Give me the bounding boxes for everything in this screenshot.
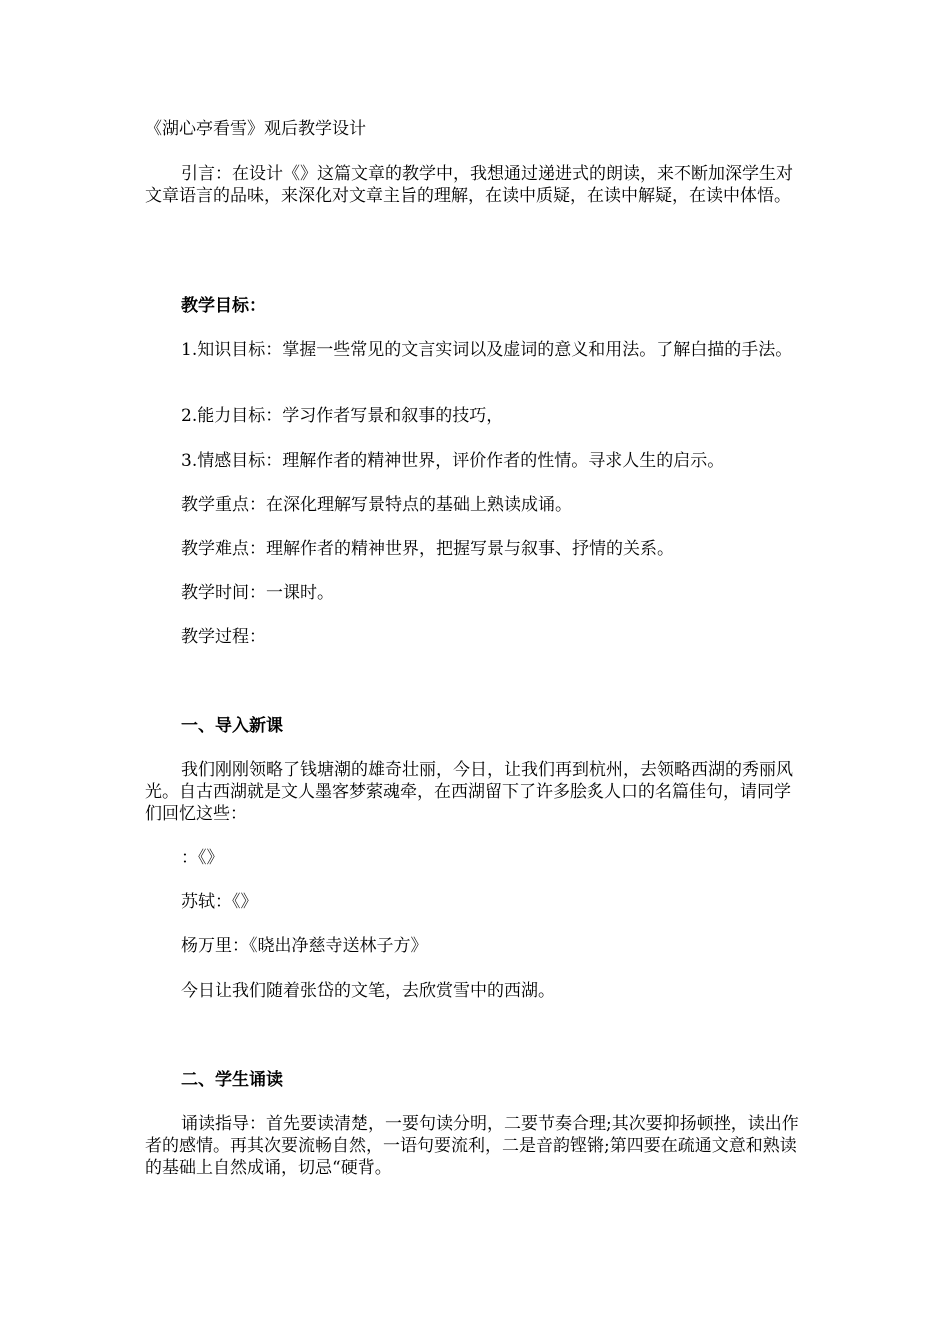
- goal-knowledge: 1.知识目标：掌握一些常见的文言实词以及虚词的意义和用法。了解白描的手法。: [181, 340, 793, 360]
- section-1-heading: 一、导入新课: [181, 716, 283, 736]
- document-title: 《湖心亭看雪》观后教学设计: [145, 119, 366, 139]
- teaching-process: 教学过程：: [181, 627, 266, 647]
- quote-line-1: ：《》: [181, 848, 224, 868]
- key-point: 教学重点：在深化理解写景特点的基础上熟读成诵。: [181, 495, 572, 515]
- goal-ability: 2.能力目标：学习作者写景和叙事的技巧，: [181, 406, 504, 426]
- quote-line-2: 苏轼：《》: [181, 892, 258, 912]
- intro-paragraph: 引言：在设计《》这篇文章的教学中，我想通过递进式的朗读，来不断加深学生对文章语言的品味，来深化对文章主旨的理解，在读中质疑，在读中解疑，在读中体悟。: [145, 164, 793, 206]
- goal-emotion: 3.情感目标：理解作者的精神世界，评价作者的性情。寻求人生的启示。: [181, 451, 725, 471]
- difficulty-point: 教学难点：理解作者的精神世界，把握写景与叙事、抒情的关系。: [181, 539, 674, 559]
- section-2-paragraph: 诵读指导：首先要读清楚，一要句读分明，二要节奏合理;其次要抑扬顿挫，读出作者的感情。再其次要流畅自然，一语句要流利，二是音韵铿锵;第四要在疏通文意和熟读的基础上自然成诵，切忌“硬背。: [145, 1114, 799, 1178]
- teaching-time: 教学时间：一课时。: [181, 583, 334, 603]
- goals-heading: 教学目标：: [181, 296, 266, 316]
- section-1-paragraph: 我们刚刚领略了钱塘潮的雄奇壮丽，今日，让我们再到杭州，去领略西湖的秀丽风光。自古西湖就是文人墨客梦萦魂牵，在西湖留下了许多脍炙人口的名篇佳句，请同学们回忆这些：: [145, 760, 793, 824]
- section-2-heading: 二、学生诵读: [181, 1070, 283, 1090]
- transition-line: 今日让我们随着张岱的文笔，去欣赏雪中的西湖。: [181, 981, 555, 1001]
- quote-line-3: 杨万里：《晓出净慈寺送林子方》: [181, 936, 428, 956]
